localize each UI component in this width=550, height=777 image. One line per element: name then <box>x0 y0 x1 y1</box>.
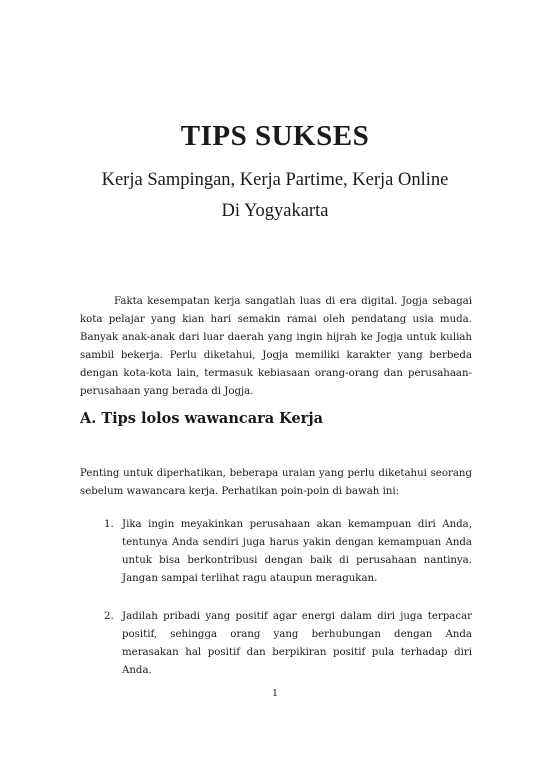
document-title: TIPS SUKSES <box>180 120 370 152</box>
list-item-text: Jika ingin meyakinkan perusahaan akan kemampuan diri Anda, tentunya Anda sendiri juga harus yakin dengan kemampuan Anda untuk bisa berkontribusi dengan baik di perusahaan nantinya. Jangan sampai terlihat ragu ataupun meragukan. <box>122 519 472 584</box>
list-item-text: Jadilah pribadi yang positif agar energi dalam diri juga terpacar positif, sehingga orang yang berhubungan dengan Anda merasakan hal positif dan berpikiran positif pula terhadap diri Anda. <box>122 611 472 676</box>
list-item-number: 2. <box>104 611 114 622</box>
document-subtitle-line2: Di Yogyakarta <box>221 201 329 221</box>
intro-paragraph: Fakta kesempatan kerja sangatlah luas di era digital. Jogja sebagai kota pelajar yang kian hari semakin ramai oleh pendatang usia muda. Banyak anak-anak dari luar daerah yang ingin hijrah ke Jogja untuk kuliah sambil bekerja. Perlu diketahui, Jogja memiliki karakter yang berbeda dengan kota-kota lain, termasuk kebiasaan orang-orang dan perusahaan-perusahaan yang berada di Jogja. <box>80 296 472 397</box>
section-heading: A. Tips lolos wawancara Kerja <box>80 410 323 427</box>
section-lead-paragraph: Penting untuk diperhatikan, beberapa uraian yang perlu diketahui seorang sebelum wawancara kerja. Perhatikan poin-poin di bawah ini: <box>80 468 472 497</box>
document-subtitle-line1: Kerja Sampingan, Kerja Partime, Kerja Online <box>101 170 449 190</box>
list-item-number: 1. <box>104 519 114 530</box>
page-number: 1 <box>271 688 279 699</box>
